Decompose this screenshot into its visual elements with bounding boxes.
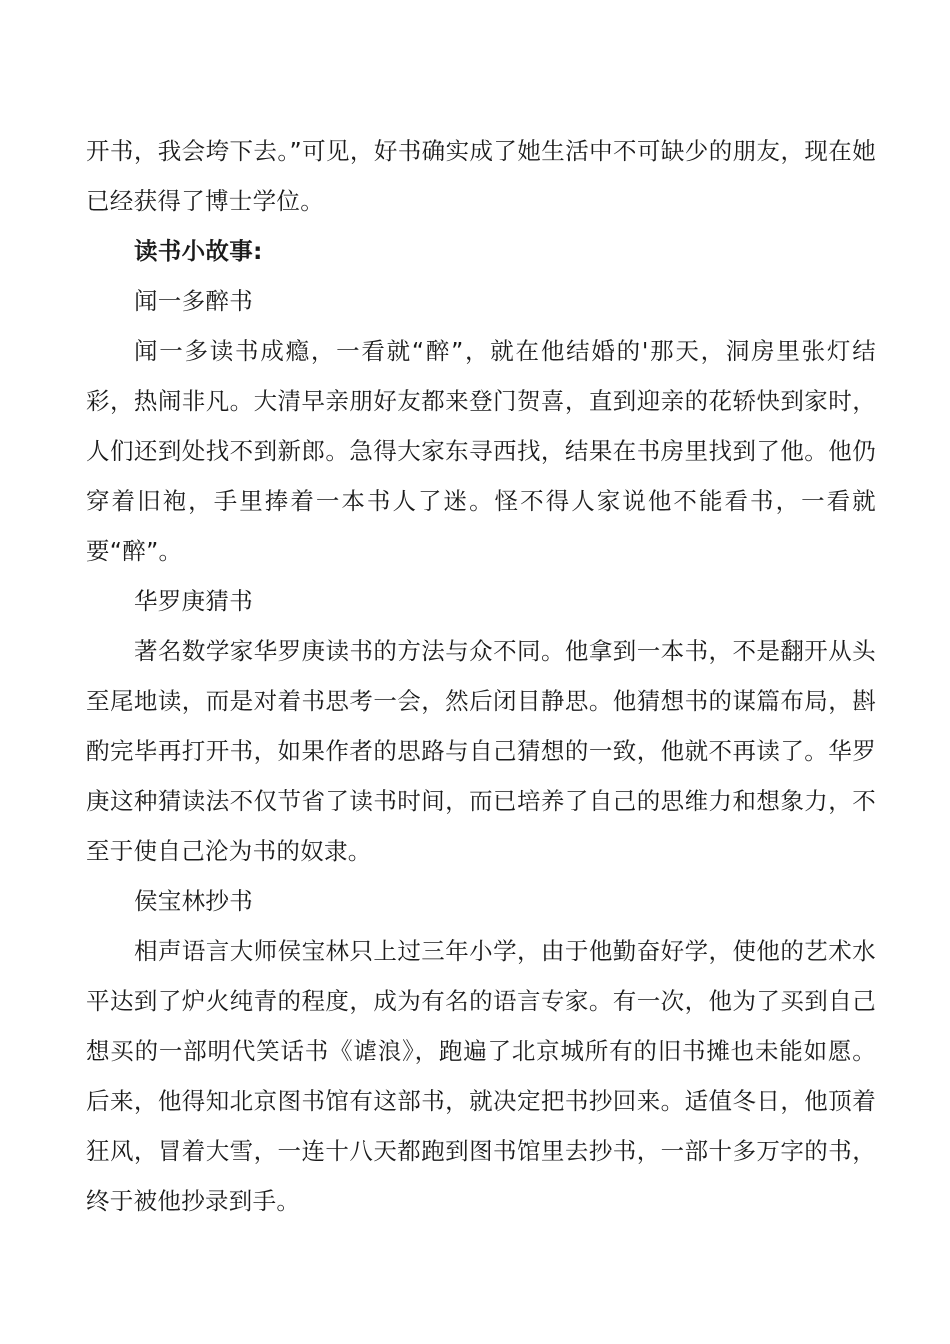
story-title-hua-luogeng: 华罗庚猜书	[134, 587, 253, 615]
story-title-wen-yiduo: 闻一多醉书	[134, 287, 253, 315]
document-page	[86, 126, 876, 1226]
story-body-wen-yiduo: 闻一多读书成瘾，一看就“醉”，就在他结婚的'那天，洞房里张灯结彩，热闹非凡。大清早亲朋好友都来登门贺喜，直到迎亲的花轿快到家时，人们还到处找不到新郎。急得大家东寻西找，结果在书房里找到了他。他仍穿着旧袍，手里捧着一本书人了迷。怪不得人家说他不能看书，一看就要“醉”。	[86, 337, 876, 565]
story-body-hua-luogeng: 著名数学家华罗庚读书的方法与众不同。他拿到一本书，不是翻开从头至尾地读，而是对着书思考一会，然后闭目静思。他猜想书的谋篇布局，斟酌完毕再打开书，如果作者的思路与自己猜想的一致，他就不再读了。华罗庚这种猜读法不仅节省了读书时间，而已培养了自己的思维力和想象力，不至于使自己沦为书的奴隶。	[86, 637, 876, 865]
story-title-hou-baolin: 侯宝林抄书	[134, 887, 253, 915]
story-body-hou-baolin: 相声语言大师侯宝林只上过三年小学，由于他勤奋好学，使他的艺术水平达到了炉火纯青的程度，成为有名的语言专家。有一次，他为了买到自己想买的一部明代笑话书《谑浪》，跑遍了北京城所有的旧书摊也未能如愿。后来，他得知北京图书馆有这部书，就决定把书抄回来。适值冬日，他顶着狂风，冒着大雪，一连十八天都跑到图书馆里去抄书，一部十多万字的书，终于被他抄录到手。	[86, 937, 876, 1215]
section-title: 读书小故事:	[134, 237, 263, 265]
continuation-paragraph: 开书，我会垮下去。”可见，好书确实成了她生活中不可缺少的朋友，现在她已经获得了博士学位。	[86, 137, 876, 215]
